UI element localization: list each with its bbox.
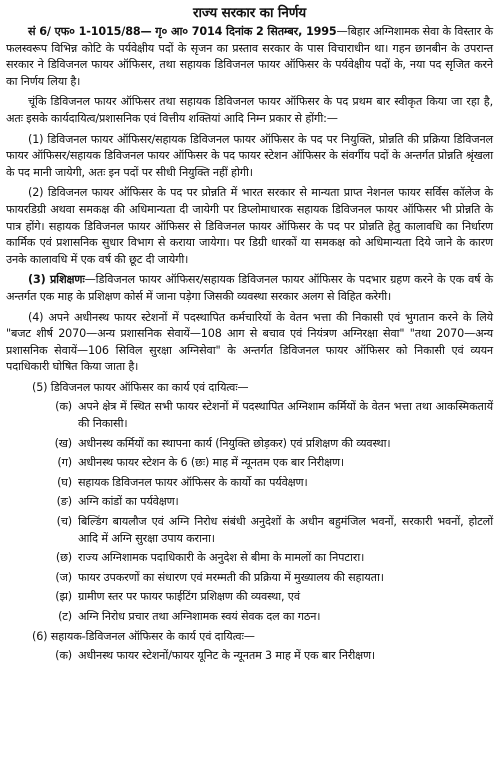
duty-item (6, 494, 493, 511)
duty-text: अपने क्षेत्र में स्थित सभी फायर स्टेशनों में पदस्थापित अग्निशाम कर्मियों के वेतन भत्ता तथा आकस्मिकतायें की निकासी। (78, 400, 493, 431)
duty-marker: (ख) (54, 436, 72, 450)
duty-text: अग्नि निरोध प्रचार तथा अग्निशामक स्वयं सेवक दल का गठन। (78, 610, 321, 623)
duty-marker: (झ) (55, 590, 72, 604)
duty-text: अधीनस्थ फायर स्टेशनों/फायर यूनिट के न्यूनतम 3 माह में एक बार निरीक्षण। (78, 649, 376, 663)
duty-marker: (क) (55, 400, 72, 414)
duty-marker: (घ) (57, 475, 72, 489)
duty-item (6, 514, 493, 547)
item-4-drawing-officer: (4) अपने अधीनस्थ फायर स्टेशनों में पदस्थापित कर्मचारियों के वेतन भत्ता की निकासी एवं भुगतान करने के लिये "बजट शीर्ष 2070—अन्य प्रशासनिक सेवायें—108 आग से बचाव एवं नियंत्रण अग्निरक्षा सेवा" "तथा 2070—अन्य प्रशासनिक सेवायें—106 सिविल सुरक्षा अग्निसेवा" के अन्तर्गत डिविजनल फायर ऑफिसर को निकासी एवं व्ययन पदाधिकारी घोषित किया जाता है। (6, 310, 493, 374)
intro-paragraph (6, 24, 493, 90)
item-5-duties-list (6, 399, 493, 625)
duty-item (6, 648, 493, 665)
page-title: राज्य सरकार का निर्णय (192, 5, 307, 21)
duty-marker: (च) (56, 515, 72, 529)
order-reference: सं 6/ एफ० 1-1015/88— गृ० आ० 7014 दिनांक 2 सितम्बर, 1995 (28, 25, 337, 38)
item-1-appointment: (1) डिविजनल फायर ऑफिसर/सहायक डिविजनल फायर ऑफिसर के पद पर नियुक्ति, प्रोन्नति की प्रक्रिया डिविजनल फायर ऑफिसर/सहायक डिविजनल फायर ऑफिसर के पद फायर स्टेशन ऑफिसर के संवर्गीय पदों के अन्तर्गत प्रोन्नति श्रृंखला के पद मानी जायेगी, अतः इन पदों पर सीधी नियुक्ति नहीं होगी। (6, 132, 493, 179)
item-3-heading: (3) प्रशिक्षणः (28, 273, 85, 287)
duty-marker: (क) (55, 649, 72, 663)
duty-item (6, 399, 493, 432)
duty-text: अग्नि कांडों का पर्यवेक्षण। (78, 495, 179, 509)
item-5-heading: (5) डिविजनल फायर ऑफिसर का कार्य एवं दायित्वः— (32, 380, 249, 394)
paragraph-powers: चूंकि डिविजनल फायर ऑफिसर तथा सहायक डिविजनल फायर ऑफिसर के पद प्रथम बार स्वीकृत किया जा रहा है, अतः इसके कार्यदायित्व/प्रशासनिक एवं वित्तीय शक्तियां आदि निम्न प्रकार से होंगी:— (6, 95, 493, 125)
duty-marker: (ङ) (56, 495, 72, 509)
duty-text: अधीनस्थ कर्मियों का स्थापना कार्य (नियुक्ति छोड़कर) एवं प्रशिक्षण की व्यवस्था। (78, 436, 391, 450)
duty-item (6, 436, 493, 453)
item-6-heading: (6) सहायक-डिविजनल ऑफिसर के कार्य एवं दायित्वः— (32, 629, 255, 643)
duty-item (6, 570, 493, 587)
duty-text: ग्रामीण स्तर पर फायर फाईटिंग प्रशिक्षण की व्यवस्था, एवं (78, 590, 300, 604)
duty-marker: (ज) (55, 570, 72, 584)
duty-text: फायर उपकरणों का संधारण एवं मरम्मती की प्रक्रिया में मुख्यालय की सहायता। (78, 570, 384, 584)
duty-text: राज्य अग्निशामक पदाधिकारी के अनुदेश से बीमा के मामलों का निपटारा। (78, 551, 365, 565)
item-6-duties-list (6, 648, 493, 665)
item-2-promotion: (2) डिविजनल फायर ऑफिसर के पद पर प्रोन्नति में भारत सरकार से मान्यता प्राप्त नेशनल फायर सर्विस कॉलेज के फायरडिग्री अथवा समकक्ष की अधिमान्यता दी जायेगी पर डिप्लोमाधारक सहायक डिविजनल फायर ऑफिसर भी प्रोन्नति के पात्र होंगे। सहायक डिविजनल फायर ऑफिसर से डिविजनल फायर ऑफिसर के पद पर प्रोन्नति हेतु कालावधि का निर्धारण कार्मिक एवं प्रशासनिक सुधार विभाग से कराया जायेगा। पर डिग्री धारकों या समकक्ष को अधिमान्यता दिये जाने के कारण उनके कालावधि में एक वर्ष की छूट दी जायेगी। (6, 186, 493, 266)
duty-marker: (ट) (58, 610, 72, 623)
intro-text: —बिहार अग्निशामक सेवा के विस्तार के फलस्वरूप विभिन्न कोटि के पर्यवेक्षीय पदों के सृजन का प्रस्ताव सरकार के पास विचाराधीन था। गहन छानबीन के उपरान्त सरकार ने डिविजनल फायर ऑफिसर, तथा सहायक डिविजनल फायर ऑफिसर के पर्यवेक्षीय पदों के, नया पद सृजित करने का निर्णय लिया है। (6, 25, 493, 88)
duty-text: बिल्डिंग बायलौज एवं अग्नि निरोध संबंधी अनुदेशों के अधीन बहुमंजिल भवनों, सरकारी भवनों, होटलों आदि में अग्नि सुरक्षा उपाय कराना। (78, 515, 493, 545)
item-3-training (6, 272, 493, 305)
duty-marker: (छ) (55, 551, 72, 565)
duty-marker: (ग) (57, 456, 72, 470)
duty-item (6, 550, 493, 567)
duty-text: सहायक डिविजनल फायर ऑफिसर के कार्यो का पर्यवेक्षण। (78, 475, 308, 489)
duty-text: अधीनस्थ फायर स्टेशन के 6 (छः) माह में न्यूनतम एक बार निरीक्षण। (78, 456, 344, 470)
duty-item (6, 609, 493, 626)
duty-item (6, 475, 493, 492)
duty-item (6, 455, 493, 472)
item-3-text: —डिविजनल फायर ऑफिसर/सहायक डिविजनल फायर ऑफिसर के पदभार ग्रहण करने के एक वर्ष के अन्तर्गत एक माह के प्रशिक्षण कोर्स में जाना पड़ेगा जिसकी व्यवस्था सरकार अलग से विहित करेगी। (6, 273, 493, 303)
duty-item (6, 589, 493, 606)
